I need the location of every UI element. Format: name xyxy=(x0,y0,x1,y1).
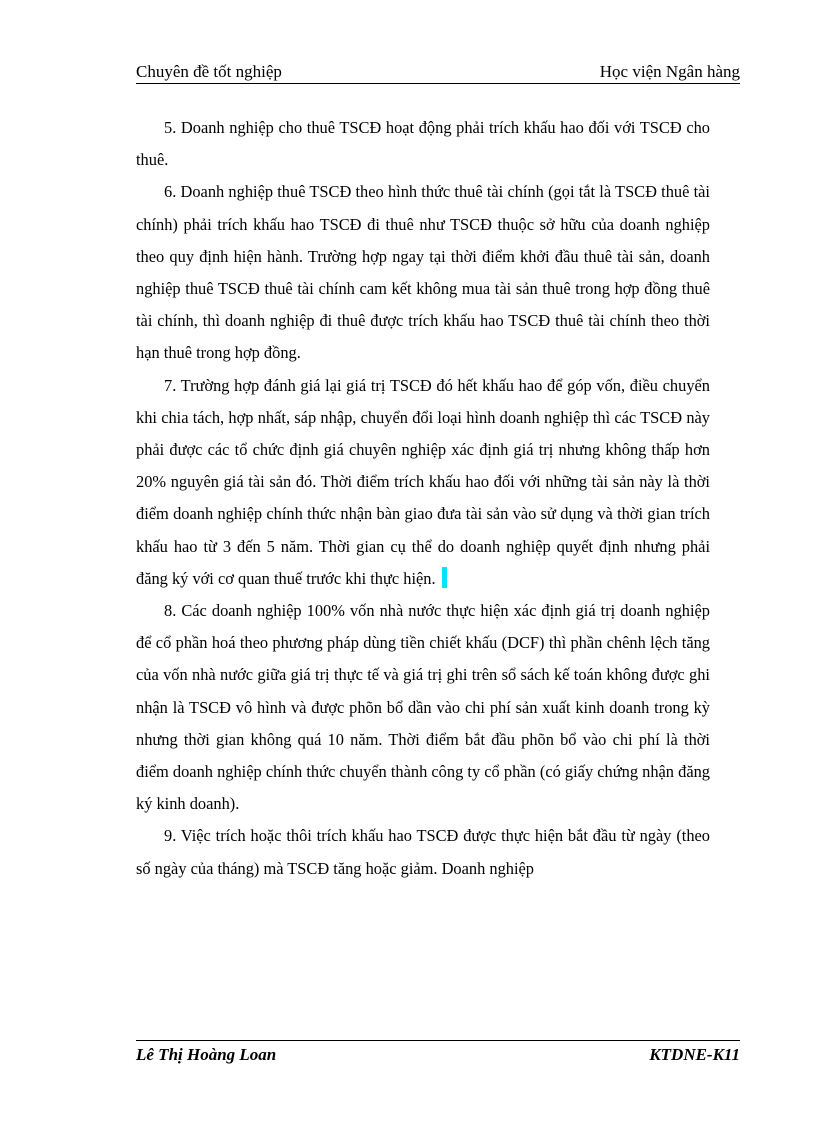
paragraph-5: 5. Doanh nghiệp cho thuê TSCĐ hoạt động phải trích khấu hao đối với TSCĐ cho thuê. xyxy=(136,118,710,170)
header-left-title: Chuyên đề tốt nghiệp xyxy=(136,62,282,81)
footer-class-code: KTDNE-K11 xyxy=(649,1045,740,1064)
footer-author: Lê Thị Hoàng Loan xyxy=(136,1045,277,1064)
document-body xyxy=(136,112,710,885)
page-header xyxy=(136,58,740,84)
text-cursor-highlight xyxy=(442,567,447,588)
page-footer xyxy=(136,1040,740,1066)
paragraph-9: 9. Việc trích hoặc thôi trích khấu hao TSCĐ được thực hiện bắt đầu từ ngày (theo số ngày của tháng) mà TSCĐ tăng hoặc giảm. Doanh nghiệp xyxy=(136,826,710,878)
paragraph-6: 6. Doanh nghiệp thuê TSCĐ theo hình thức thuê tài chính (gọi tắt là TSCĐ thuê tài chính) phải trích khấu hao TSCĐ đi thuê như TSCĐ thuộc sở hữu của doanh nghiệp theo quy định hiện hành. Trường hợp ngay tại thời điểm khởi đầu thuê tài sản, doanh nghiệp thuê TSCĐ thuê tài chính cam kết không mua tài sản thuê trong hợp đồng thuê tài chính, thì doanh nghiệp đi thuê được trích khấu hao TSCĐ thuê tài chính theo thời hạn thuê trong hợp đồng. xyxy=(136,182,710,363)
paragraph-7-text: 7. Trường hợp đánh giá lại giá trị TSCĐ đó hết khấu hao để góp vốn, điều chuyển khi chia tách, hợp nhất, sáp nhập, chuyển đổi loại hình doanh nghiệp thì các TSCĐ này phải được các tổ chức định giá chuyên nghiệp xác định giá trị nhưng không thấp hơn 20% nguyên giá tài sản đó. Thời điểm trích khấu hao đối với những tài sản này là thời điểm doanh nghiệp chính thức nhận bàn giao đưa tài sản vào sử dụng và thời gian trích khấu hao từ 3 đến 5 năm. Thời gian cụ thể do doanh nghiệp quyết định nhưng phải đăng ký với cơ quan thuế trước khi thực hiện. xyxy=(136,375,710,588)
paragraph-7 xyxy=(136,370,710,595)
paragraph-8: 8. Các doanh nghiệp 100% vốn nhà nước thực hiện xác định giá trị doanh nghiệp để cổ phần hoá theo phương pháp dùng tiền chiết khấu (DCF) thì phần chênh lệch tăng của vốn nhà nước giữa giá trị thực tế và giá trị ghi trên sổ sách kế toán không được ghi nhận là TSCĐ vô hình và được phõn bổ dần vào chi phí sản xuất kinh doanh trong kỳ nhưng thời gian không quá 10 năm. Thời điểm bắt đầu phõn bổ vào chi phí là thời điểm doanh nghiệp chính thức chuyển thành công ty cổ phần (có giấy chứng nhận đăng ký kinh doanh). xyxy=(136,601,710,814)
header-right-title: Học viện Ngân hàng xyxy=(599,62,740,81)
